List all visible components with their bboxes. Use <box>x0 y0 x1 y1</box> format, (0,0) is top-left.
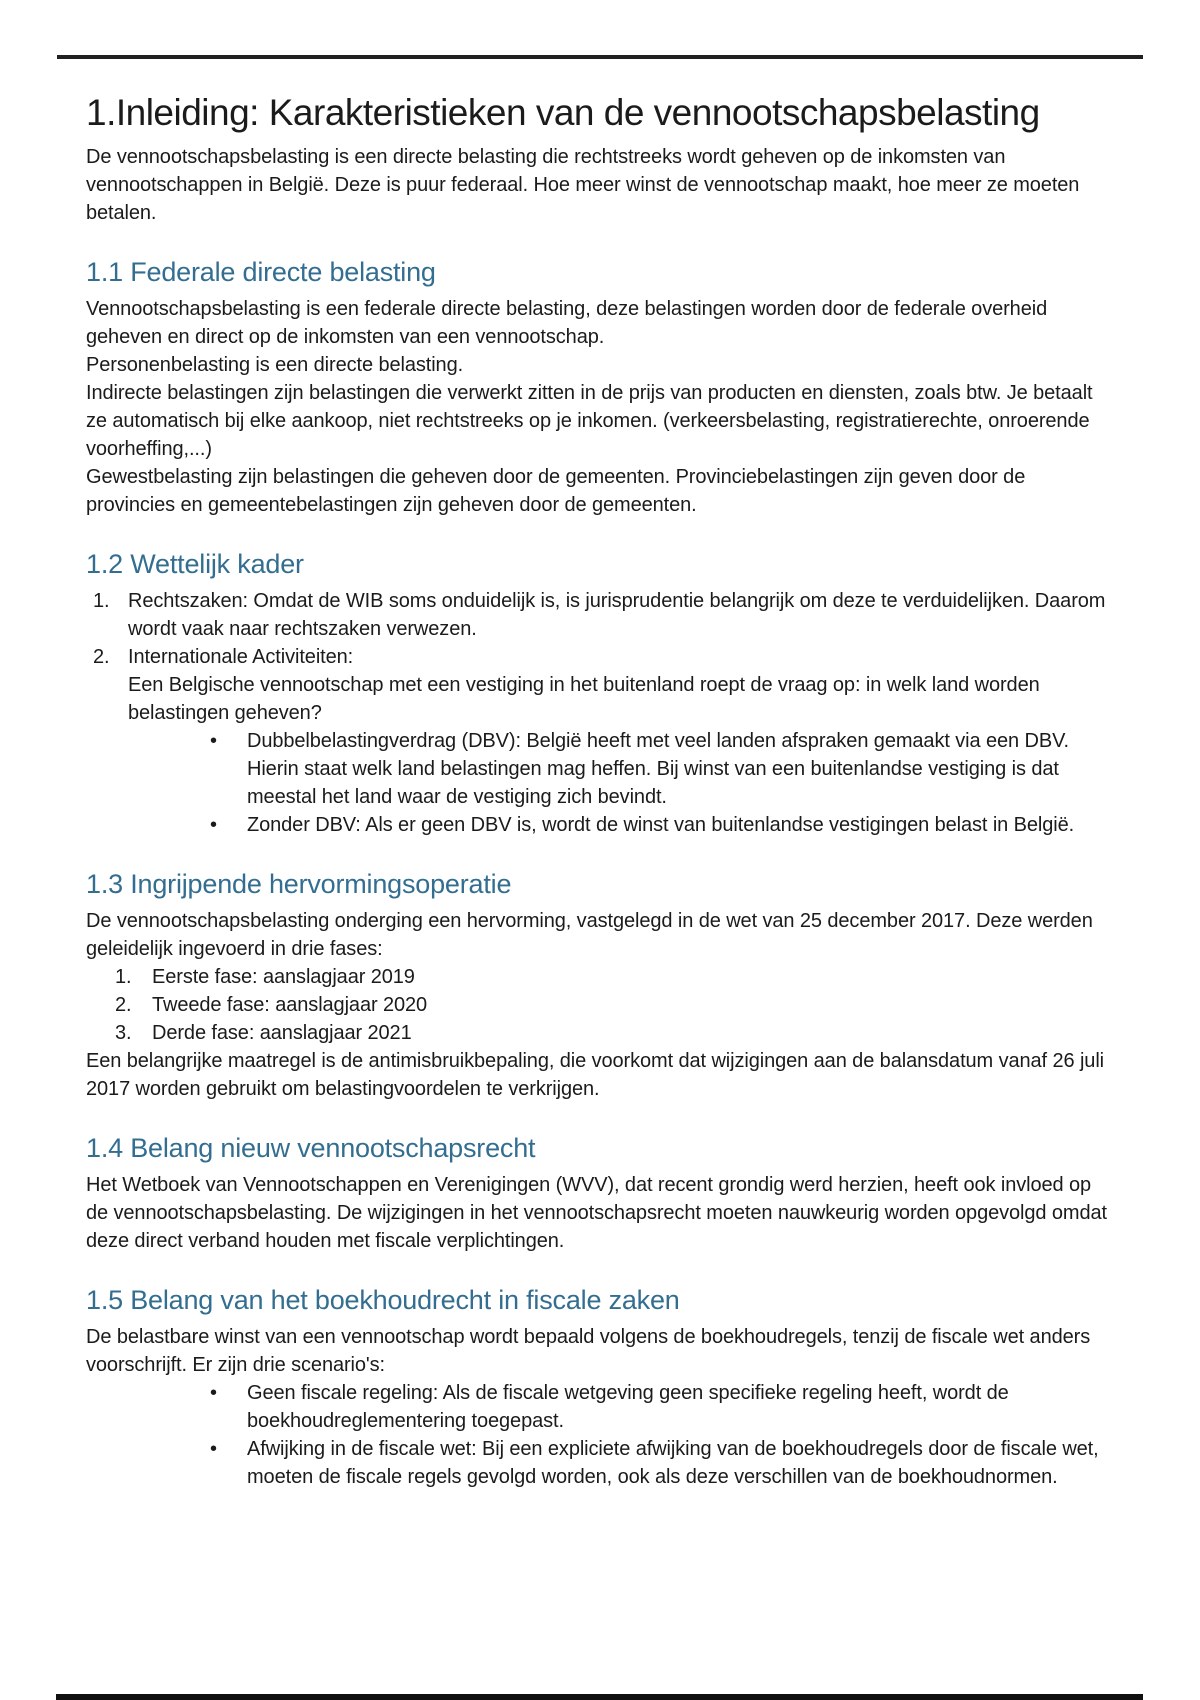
list-number: 3. <box>115 1022 132 1044</box>
bottom-divider <box>56 1694 1143 1700</box>
paragraph-line: Indirecte belastingen zijn belastingen die verwerkt zitten in de prijs van producten en diensten, zoals btw. Je betaalt ze automatisch bij elke aankoop, niet rechtstreeks op je inkomen. (verkeersbelasting, registratierechte, onroerende voorheffing,...) <box>86 382 1093 460</box>
section-1-3 <box>86 867 1116 1103</box>
list-item <box>86 587 1116 643</box>
bullet-text: Geen fiscale regeling: Als de fiscale wetgeving geen specifieke regeling heeft, wordt de boekhoudreglementering toegepast. <box>247 1382 1009 1432</box>
section-1-5-heading: 1.5 Belang van het boekhoudrecht in fiscale zaken <box>86 1285 680 1315</box>
list-text: Rechtszaken: Omdat de WIB soms onduidelijk is, is jurisprudentie belangrijk om deze te verduidelijken. Daarom wordt vaak naar rechtszaken verwezen. <box>128 590 1106 640</box>
paragraph-line: Personenbelasting is een directe belasting. <box>86 354 464 376</box>
bullet-icon: • <box>210 1438 217 1460</box>
list-text <box>128 643 1116 839</box>
section-1-5 <box>86 1283 1116 1491</box>
bullet-icon: • <box>210 814 217 836</box>
paragraph-line: Het Wetboek van Vennootschappen en Verenigingen (WVV), dat recent grondig werd herzien, heeft ook invloed op de vennootschapsbelasting. De wijzigingen in het vennootschapsrecht moeten nauwkeurig worden opgevolgd omdat deze direct verband houden met fiscale verplichtingen. <box>86 1174 1107 1252</box>
bullet-text: Dubbelbelastingverdrag (DBV): België heeft met veel landen afspraken gemaakt via een DBV. Hierin staat welk land belastingen mag heffen. Bij winst van een buitenlandse vestiging is dat meestal het land waar de vestiging zich bevindt. <box>247 730 1069 808</box>
list-item-body: Een Belgische vennootschap met een vestiging in het buitenland roept de vraag op: in welk land worden belastingen geheven? <box>128 674 1040 724</box>
section-1-1-heading: 1.1 Federale directe belasting <box>86 257 436 287</box>
page-title: 1.Inleiding: Karakteristieken van de vennootschapsbelasting <box>86 92 1040 133</box>
list-item-label: Internationale Activiteiten: <box>128 646 354 668</box>
bullet-item <box>86 1435 1116 1491</box>
paragraph-line: Gewestbelasting zijn belastingen die geheven door de gemeenten. Provinciebelastingen zijn geven door de provincies en gemeentebelastingen zijn geheven door de gemeenten. <box>86 466 1026 516</box>
bullet-icon: • <box>210 730 217 752</box>
document-page <box>86 59 1116 1491</box>
bullet-text: Afwijking in de fiscale wet: Bij een expliciete afwijking van de boekhoudregels door de fiscale wet, moeten de fiscale regels gevolgd worden, ook als deze verschillen van de boekhoudnormen. <box>247 1438 1099 1488</box>
bullet-item <box>128 811 1116 839</box>
list-number: 1. <box>93 590 110 612</box>
paragraph-line: De belastbare winst van een vennootschap wordt bepaald volgens de boekhoudregels, tenzij de fiscale wet anders voorschrijft. Er zijn drie scenario's: <box>86 1326 1091 1376</box>
paragraph-line: De vennootschapsbelasting onderging een hervorming, vastgelegd in de wet van 25 december 2017. Deze werden geleidelijk ingevoerd in drie fases: <box>86 910 1093 960</box>
paragraph-line: Vennootschapsbelasting is een federale directe belasting, deze belastingen worden door de federale overheid geheven en direct op de inkomsten van een vennootschap. <box>86 298 1048 348</box>
section-1-4-heading: 1.4 Belang nieuw vennootschapsrecht <box>86 1133 536 1163</box>
section-1-4 <box>86 1131 1116 1255</box>
list-number: 2. <box>93 646 110 668</box>
bullet-icon: • <box>210 1382 217 1404</box>
list-item <box>86 643 1116 839</box>
ordered-list <box>86 963 1116 1047</box>
list-item <box>86 1019 1116 1047</box>
section-1-3-heading: 1.3 Ingrijpende hervormingsoperatie <box>86 869 512 899</box>
section-1-1 <box>86 255 1116 519</box>
list-text: Derde fase: aanslagjaar 2021 <box>152 1022 412 1044</box>
list-item <box>86 963 1116 991</box>
list-number: 1. <box>115 966 132 988</box>
list-text: Eerste fase: aanslagjaar 2019 <box>152 966 415 988</box>
bullet-item <box>128 727 1116 811</box>
section-1-2-heading: 1.2 Wettelijk kader <box>86 549 304 579</box>
intro-paragraph: De vennootschapsbelasting is een directe belasting die rechtstreeks wordt geheven op de inkomsten van vennootschappen in België. Deze is puur federaal. Hoe meer winst de vennootschap maakt, hoe meer ze moeten betalen. <box>86 146 1080 224</box>
ordered-list <box>86 587 1116 839</box>
list-number: 2. <box>115 994 132 1016</box>
bullet-item <box>86 1379 1116 1435</box>
bullet-text: Zonder DBV: Als er geen DBV is, wordt de winst van buitenlandse vestigingen belast in België. <box>247 814 1075 836</box>
section-1-2 <box>86 547 1116 839</box>
list-text: Tweede fase: aanslagjaar 2020 <box>152 994 428 1016</box>
paragraph-line: Een belangrijke maatregel is de antimisbruikbepaling, die voorkomt dat wijzigingen aan de balansdatum vanaf 26 juli 2017 worden gebruikt om belastingvoordelen te verkrijgen. <box>86 1050 1105 1100</box>
list-item <box>86 991 1116 1019</box>
